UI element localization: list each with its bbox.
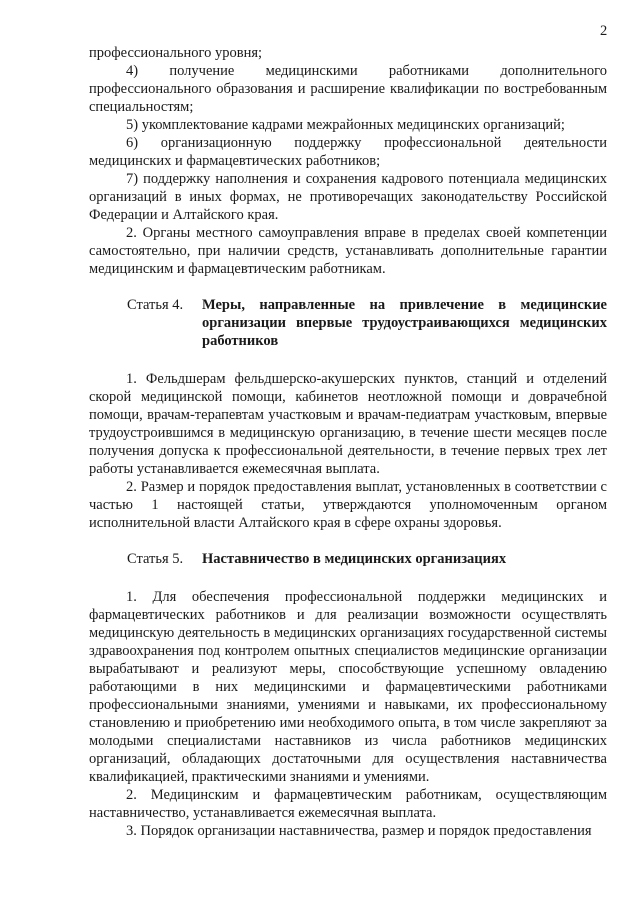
article-5-label: Статья 5. — [127, 551, 184, 567]
article-4-label: Статья 4. — [127, 297, 184, 313]
article-4-title: Меры, направленные на привлечение в медицинские организации впервые трудоустраивающихся медицинских работников — [202, 297, 607, 349]
article-5-paragraph-1: 1. Для обеспечения профессиональной поддержки медицинских и фармацевтических работников и для реализации возможности осуществлять медицинскую деятельность в медицинских организациях государственной системы здравоохранения под контролем опытных специалистов медицинские организации вырабатывают и реализуют меры, способствующие успешному овладению работающими в них медицинскими и фармацевтическими работниками профессиональными знаниями, умениями и навыками, их профессиональному становлению и приобретению ими необходимого опыта, в том числе закрепляют за молодыми специалистами наставников из числа работников медицинских организаций, обладающих достаточными для осуществления наставничества квалификацией, практическими знаниями и умениями. — [89, 589, 607, 785]
list-item-5: 5) укомплектование кадрами межрайонных медицинских организаций; — [126, 117, 565, 133]
article-5-title: Наставничество в медицинских организациях — [202, 551, 507, 567]
article-4-paragraph-2: 2. Размер и порядок предоставления выплат, установленных в соответствии с частью 1 настоящей статьи, утверждаются уполномоченным органом исполнительной власти Алтайского края в сфере охраны здоровья. — [89, 479, 607, 531]
article-4-paragraph-1: 1. Фельдшерам фельдшерско-акушерских пунктов, станций и отделений скорой медицинской помощи, кабинетов неотложной помощи и доврачебной помощи, врачам-терапевтам участковым и врачам-педиатрам участковым, впервые трудоустроившимся в медицинскую организацию, в течение шести месяцев после получения допуска к профессиональной деятельности, в течение первых трех лет работы устанавливается ежемесячная выплата. — [89, 371, 607, 477]
document-body — [89, 44, 607, 840]
article-4-heading — [127, 296, 607, 350]
page-number: 2 — [600, 23, 608, 39]
list-item-6: 6) организационную поддержку профессиональной деятельности медицинских и фармацевтических работников; — [89, 135, 607, 169]
article-5-paragraph-3: 3. Порядок организации наставничества, размер и порядок предоставления — [126, 823, 592, 839]
paragraph-continuation: профессионального уровня; — [89, 45, 263, 61]
list-item-4: 4) получение медицинскими работниками дополнительного профессионального образования и расширение квалификации по востребованным специальностям; — [89, 63, 607, 115]
article-5-heading — [127, 550, 607, 568]
list-item-7: 7) поддержку наполнения и сохранения кадрового потенциала медицинских организаций в иных формах, не противоречащих законодательству Российской Федерации и Алтайского края. — [89, 171, 607, 223]
paragraph-part-2: 2. Органы местного самоуправления вправе в пределах своей компетенции самостоятельно, при наличии средств, устанавливать дополнительные гарантии медицинским и фармацевтическим работникам. — [89, 225, 607, 277]
article-5-paragraph-2: 2. Медицинским и фармацевтическим работникам, осуществляющим наставничество, устанавливается ежемесячная выплата. — [89, 787, 607, 821]
